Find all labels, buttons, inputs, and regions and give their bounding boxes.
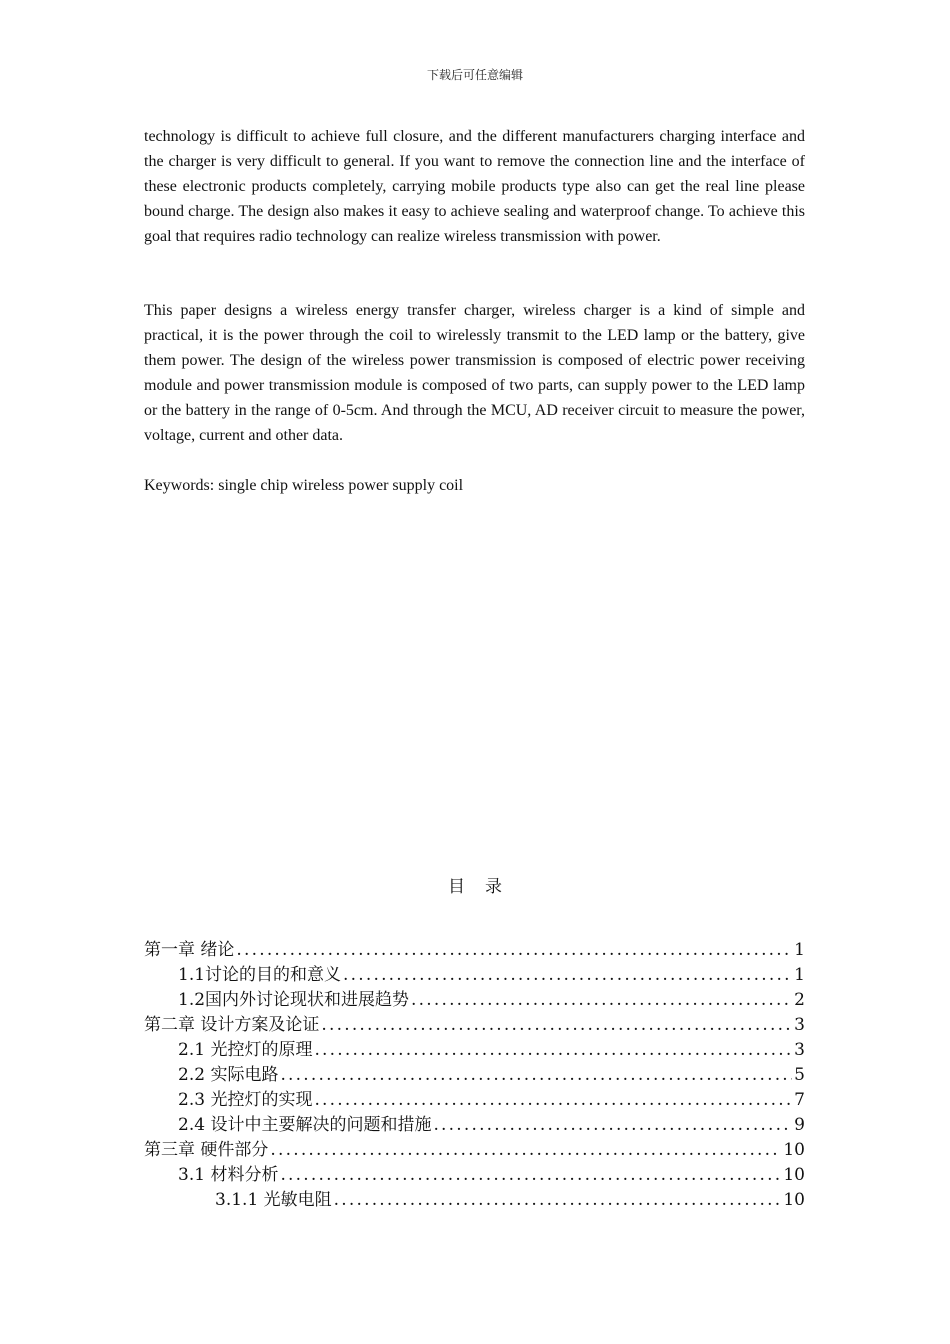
- toc-entry-title: 2.1 光控灯的原理: [178, 1040, 313, 1060]
- toc-leader: [280, 1063, 792, 1088]
- toc-entry-page: 3: [794, 1015, 805, 1035]
- toc-entry-page: 3: [794, 1040, 805, 1060]
- toc-entry-page: 10: [783, 1190, 805, 1210]
- toc-entry-title: 第二章 设计方案及论证: [144, 1015, 320, 1035]
- toc-entry[interactable]: [144, 1113, 805, 1138]
- toc-entry-title: 第三章 硬件部分: [144, 1140, 269, 1160]
- page-header: 下载后可任意编辑: [426, 68, 523, 82]
- toc-entry-page: 7: [794, 1090, 805, 1110]
- toc-entry[interactable]: [144, 1063, 805, 1088]
- toc-entry[interactable]: [144, 1088, 805, 1113]
- toc-title-char-2: 录: [485, 877, 502, 896]
- toc-entry-title: 1.1讨论的目的和意义: [178, 965, 342, 985]
- keywords-line: Keywords: single chip wireless power supply coil: [144, 477, 464, 494]
- toc-entry-page: 1: [794, 965, 805, 985]
- toc-title: [0, 872, 950, 897]
- table-of-contents: [144, 938, 805, 1213]
- toc-leader: [321, 1013, 792, 1038]
- toc-entry-title: 2.4 设计中主要解决的问题和措施: [178, 1115, 432, 1135]
- toc-entry-page: 9: [794, 1115, 805, 1135]
- toc-leader: [411, 988, 792, 1013]
- toc-leader: [314, 1088, 792, 1113]
- abstract-paragraph-2: This paper designs a wireless energy transfer charger, wireless charger is a kind of simple and practical, it is the power through the coil to wirelessly transmit to the LED lamp or the battery, give them power. The design of the wireless power transmission is composed of electric power receiving module and power transmission module is composed of two parts, can supply power to the LED lamp or the battery in the range of 0-5cm. And through the MCU, AD receiver circuit to measure the power, voltage, current and other data.: [144, 302, 805, 444]
- toc-title-char-1: 目: [448, 877, 465, 896]
- abstract-paragraph-1: technology is difficult to achieve full closure, and the different manufacturers charging interface and the charger is very difficult to general. If you want to remove the connection line and the interface of these electronic products completely, carrying mobile products type also can get the real line please bound charge. The design also makes it easy to achieve sealing and waterproof change. To achieve this goal that requires radio technology can realize wireless transmission with power.: [144, 128, 805, 245]
- toc-entry[interactable]: [144, 1163, 805, 1188]
- toc-entry-title: 1.2国内外讨论现状和进展趋势: [178, 990, 410, 1010]
- toc-leader: [270, 1138, 781, 1163]
- toc-entry-page: 2: [794, 990, 805, 1010]
- toc-entry[interactable]: [144, 988, 805, 1013]
- toc-leader: [236, 938, 792, 963]
- toc-entry[interactable]: [144, 938, 805, 963]
- toc-entry-page: 10: [783, 1165, 805, 1185]
- toc-entry-title: 3.1 材料分析: [178, 1165, 279, 1185]
- toc-entry-title: 第一章 绪论: [144, 940, 235, 960]
- toc-entry-page: 10: [783, 1140, 805, 1160]
- toc-leader: [343, 963, 792, 988]
- toc-leader: [314, 1038, 792, 1063]
- toc-entry[interactable]: [144, 1013, 805, 1038]
- toc-entry[interactable]: [144, 1038, 805, 1063]
- toc-entry-title: 3.1.1 光敏电阻: [215, 1190, 332, 1210]
- toc-leader: [280, 1163, 781, 1188]
- toc-entry[interactable]: [144, 963, 805, 988]
- toc-entry-title: 2.2 实际电路: [178, 1065, 279, 1085]
- toc-leader: [334, 1188, 782, 1213]
- toc-entry[interactable]: [144, 1188, 805, 1213]
- toc-entry-page: 1: [794, 940, 805, 960]
- toc-entry[interactable]: [144, 1138, 805, 1163]
- toc-leader: [433, 1113, 792, 1138]
- toc-entry-page: 5: [794, 1065, 805, 1085]
- toc-entry-title: 2.3 光控灯的实现: [178, 1090, 313, 1110]
